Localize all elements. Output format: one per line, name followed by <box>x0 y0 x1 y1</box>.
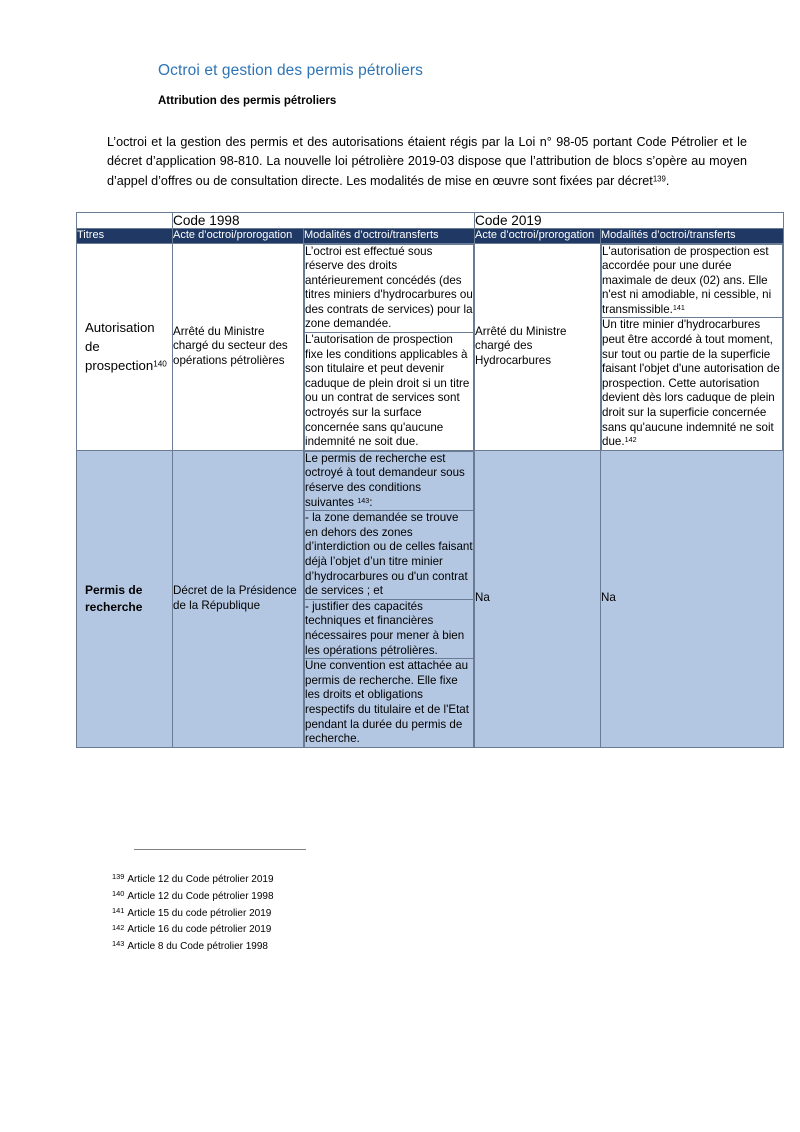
subcell-row <box>602 244 783 318</box>
cell-modalites-2019-row1 <box>601 243 784 450</box>
modalite-text: Un titre minier d'hydrocarbures peut être accordé à tout moment, sur tout ou partie de la superficie faisant l'objet d'une autorisation de prospection. Cette autorisation devient dès lors caduque de plein droit sur la superficie concernée sans qu'aucune indemnité ne soit due. <box>602 318 780 449</box>
footnote-number: 140 <box>112 889 125 898</box>
column-header-titres: Titres <box>77 229 173 244</box>
permits-table-wrapper <box>76 212 783 748</box>
row-title-autorisation-de-prospection <box>77 243 173 450</box>
footnote-number: 142 <box>112 922 125 932</box>
table-column-header-row <box>77 229 784 244</box>
footnote-list <box>112 872 532 956</box>
modalite-text: Le permis de recherche est octroyé à tout demandeur sous réserve des conditions suivantes <box>305 451 465 509</box>
page-title: Octroi et gestion des permis pétroliers <box>158 62 423 79</box>
cell-modalites-1998-row2 <box>304 450 475 747</box>
cell-acte-2019-row2: Na <box>475 450 601 747</box>
table-row <box>77 243 784 450</box>
column-header-modalites-2019: Modalités d’octroi/transferts <box>601 229 784 244</box>
cell-acte-1998-row1: Arrêté du Ministre chargé du secteur des opérations pétrolières <box>173 243 304 450</box>
footnote-number: 143 <box>112 939 125 949</box>
subcell-row <box>305 659 474 747</box>
group-header-blank <box>77 213 173 229</box>
row-title-text: Autorisation de prospection <box>85 320 155 374</box>
intro-paragraph <box>107 133 747 192</box>
modalites-2019-subtable-row1 <box>601 244 783 450</box>
intro-text-end: . <box>665 173 670 188</box>
group-header-code-1998: Code 1998 <box>173 213 475 229</box>
subcell-row <box>602 318 783 450</box>
modalite-item <box>602 244 783 318</box>
modalites-1998-subtable-row1 <box>304 244 474 450</box>
subcell-row <box>305 511 474 600</box>
footnote-text: Article 15 du code pétrolier 2019 <box>127 907 272 919</box>
intro-text: L’octroi et la gestion des permis et des autorisations étaient régis par la Loi n° 98-05 portant Code Pétrolier et le décret d’application 98-810. La nouvelle loi pétrolière 2019-03 dispose que l’attribution de blocs s’opère au moyen d’appel d’offres ou de consultation directe. Les modalités de mise en œuvre sont fixées par décret <box>107 134 747 188</box>
section-subtitle: Attribution des permis pétroliers <box>158 95 337 107</box>
cell-acte-1998-row2: Décret de la Présidence de la République <box>173 450 304 747</box>
footnote-item <box>112 922 532 939</box>
column-header-acte-2019: Acte d’octroi/prorogation <box>475 229 601 244</box>
footnote-item <box>112 939 532 956</box>
footnote-number: 139 <box>112 872 125 882</box>
footnote-ref-141: 141 <box>672 302 685 312</box>
subcell-row <box>305 333 474 450</box>
row-title-text: Permis de recherche <box>85 582 143 614</box>
subcell-row <box>305 599 474 658</box>
subcell-row <box>305 451 474 510</box>
footnote-ref-142: 142 <box>624 435 637 445</box>
footnote-text: Article 8 du Code pétrolier 1998 <box>127 941 268 953</box>
footnote-text: Article 12 du Code pétrolier 1998 <box>127 890 274 902</box>
footnote-item <box>112 872 532 889</box>
permits-comparison-table <box>76 212 784 748</box>
cell-modalites-1998-row1 <box>304 243 475 450</box>
column-header-modalites-1998: Modalités d’octroi/transferts <box>304 229 475 244</box>
modalite-item <box>602 318 783 450</box>
modalite-item: L'autorisation de prospection fixe les conditions applicables à son titulaire et peut devenir caduque de plein droit si un titre ou un contrat de services sont octroyés sur la surface concernée sans qu'aucune indemnité ne soit due. <box>305 333 474 450</box>
footnote-separator <box>134 849 306 850</box>
footnote-ref-140: 140 <box>153 359 167 369</box>
footnote-item <box>112 906 532 923</box>
table-row <box>77 450 784 747</box>
modalite-item: Une convention est attachée au permis de recherche. Elle fixe les droits et obligations respectifs du titulaire et de l'Etat pendant la durée du permis de recherche. <box>305 659 474 747</box>
modalite-item: L’octroi est effectué sous réserve des droits antérieurement concédés (des titres miniers d'hydrocarbures ou des contrats de services) pour la zone demandée. <box>305 244 474 333</box>
footnote-number: 141 <box>112 905 125 915</box>
modalite-suffix: : <box>369 495 373 509</box>
group-header-code-2019: Code 2019 <box>475 213 784 229</box>
footnote-text: Article 16 du code pétrolier 2019 <box>127 924 272 936</box>
cell-modalites-2019-row2: Na <box>601 450 784 747</box>
footnote-ref-139: 139 <box>652 174 666 184</box>
modalites-1998-subtable-row2 <box>304 451 474 747</box>
footnote-item <box>112 889 532 906</box>
modalite-item: - la zone demandée se trouve en dehors des zones d’interdiction ou de celles faisant déjà l’objet d’un titre minier d’hydrocarbures ou d'un contrat de services ; et <box>305 511 474 600</box>
row-title-permis-de-recherche <box>77 450 173 747</box>
footnote-ref-143: 143 <box>357 495 370 505</box>
column-header-acte-1998: Acte d’octroi/prorogation <box>173 229 304 244</box>
modalite-item <box>305 451 474 510</box>
modalite-item: - justifier des capacités techniques et financières nécessaires pour mener à bien les opérations pétrolières. <box>305 599 474 658</box>
table-group-header-row <box>77 213 784 229</box>
modalite-text: L'autorisation de prospection est accordée pour une durée maximale de deux (02) ans. Elle n'est ni amodiable, ni cessible, ni transmissible. <box>602 244 772 316</box>
subcell-row <box>305 244 474 333</box>
footnote-text: Article 12 du Code pétrolier 2019 <box>127 874 274 885</box>
cell-acte-2019-row1: Arrêté du Ministre chargé des Hydrocarbures <box>475 243 601 450</box>
